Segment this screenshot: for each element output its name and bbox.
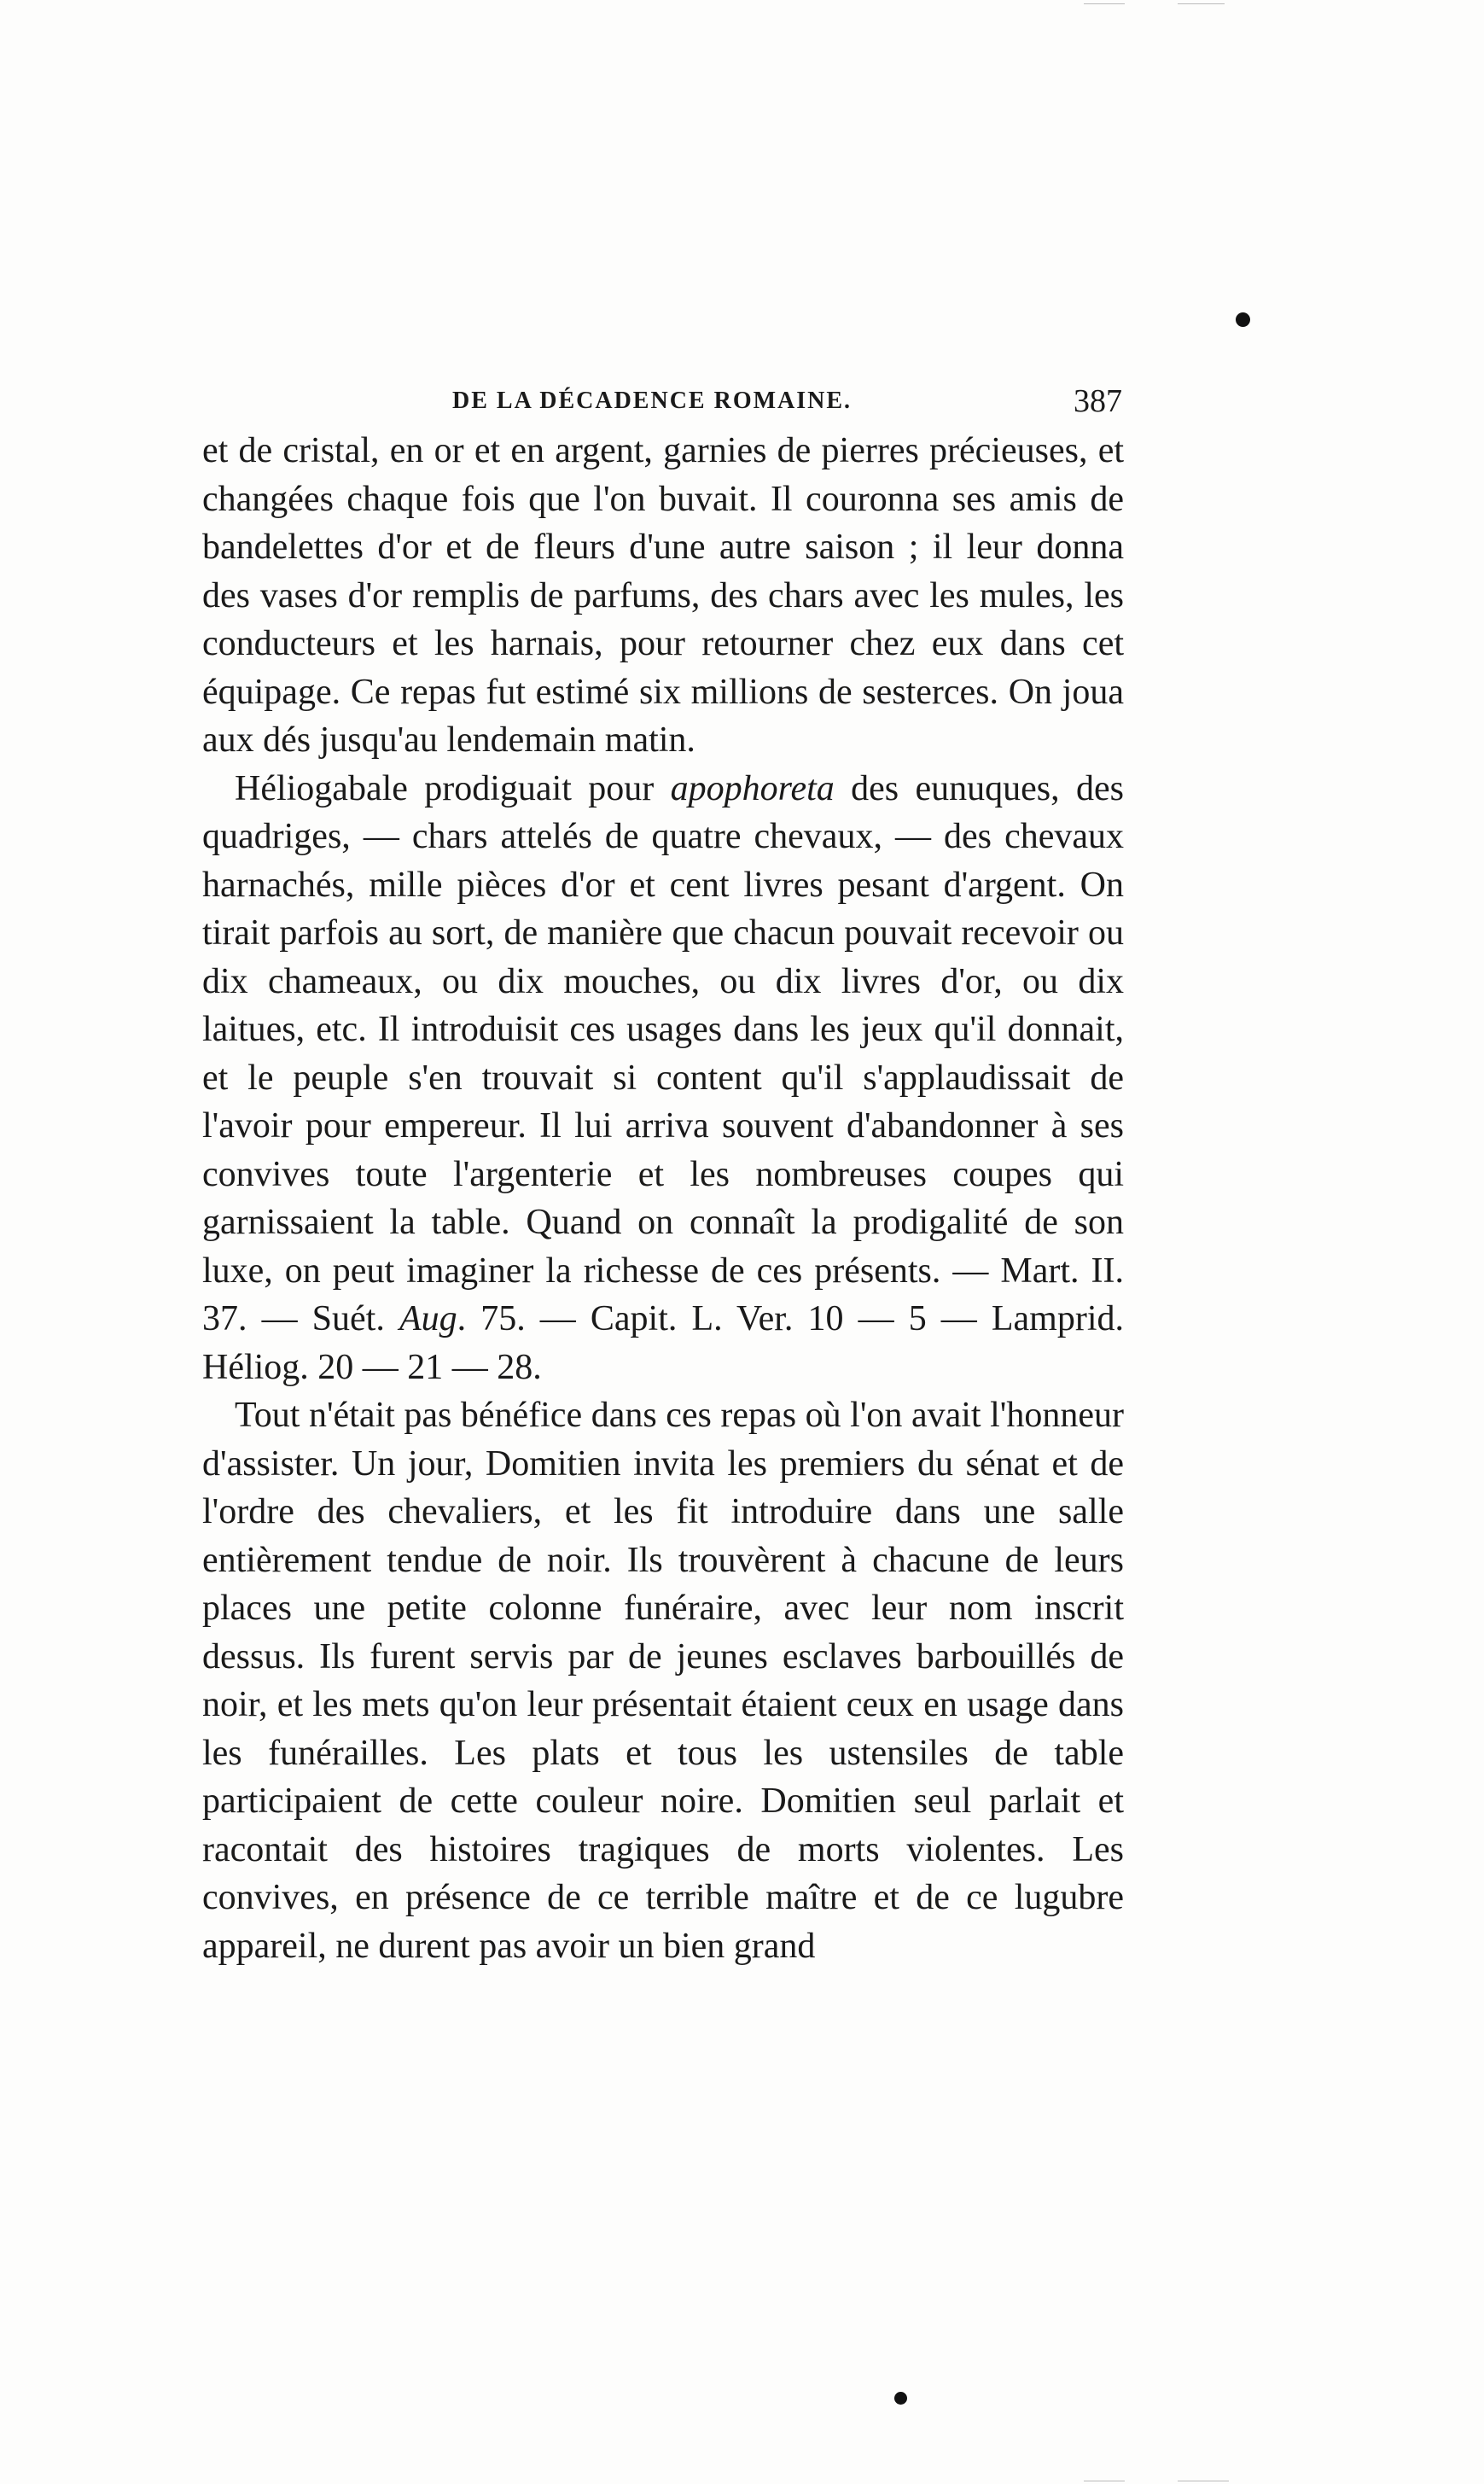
- italic-text: Aug: [399, 1299, 457, 1338]
- italic-text: apophoreta: [670, 768, 835, 808]
- running-title: DE LA DÉCADENCE ROMAINE.: [452, 388, 853, 414]
- body-text: [202, 427, 1124, 1970]
- scan-edge-mark: [1178, 3, 1225, 4]
- ink-spot: [894, 2392, 907, 2405]
- text-run: des eunuques, des quadriges, — chars attelés de quatre chevaux, — des chevaux harnachés, mille pièces d'or et cent livres pesant d'argent. On tirait parfois au sort, de manière que chacun pouvait recevoir ou dix chameaux, ou dix mouches, ou dix livres d'or, ou dix laitues, etc. Il introduisit ces usages dans les jeux qu'il donnait, et le peuple s'en trouvait si content qu'il s'applaudissait de l'avoir pour empereur. Il lui arriva souvent d'abandonner à ses convives toute l'argenterie et les nombreuses coupes qui garnissaient la table. Quand on connaît la prodigalité de son luxe, on peut imaginer la richesse de ces présents. — Mart.: [202, 768, 1124, 1291]
- page-number: 387: [1074, 383, 1122, 419]
- text-run: et de cristal, en or et en argent, garnies de pierres précieuses, et changées chaque fois que l'on buvait. Il couronna ses amis de bandelettes d'or et de fleurs d'une autre saison ; il leur donna des vases d'or remplis de parfums, des chars avec les mules, les conducteurs et les harnais, pour retourner chez eux dans cet équipage. Ce repas fut estimé six millions de sesterces. On joua aux dés jusqu'au lendemain matin.: [202, 431, 1124, 760]
- paragraph: [202, 765, 1124, 1392]
- text-run: . 37. — Suét.: [202, 1251, 1124, 1338]
- text-run: . 75. — Capit. L. Ver. 10 — 5 — Lamprid. Héliog. 20 — 21 — 28.: [202, 1299, 1125, 1387]
- paragraph: [202, 1391, 1124, 1970]
- scan-edge-mark: [1084, 3, 1125, 4]
- ink-spot: [1236, 312, 1250, 327]
- page-header: [205, 376, 1122, 427]
- text-run: II: [1091, 1251, 1115, 1291]
- text-run: Tout n'était pas bénéfice dans ces repas où l'on avait l'honneur d'assister. Un jour, Domitien invita les premiers du sénat et de l'ordre des chevaliers, et les fit introduire dans une salle entièrement tendue de noir. Ils trouvèrent à chacune de leurs places une petite colonne funéraire, avec leur nom inscrit dessus. Ils furent servis par de jeunes esclaves barbouillés de noir, et les mets qu'on leur présentait étaient ceux en usage dans les funérailles. Les plats et tous les ustensiles de table participaient de cette couleur noire. Domitien seul parlait et racontait des histoires tragiques de morts violentes. Les convives, en présence de ce terrible maître et de ce lugubre appareil, ne durent pas avoir un bien grand: [202, 1396, 1124, 1966]
- text-run: Héliogabale prodiguait pour: [235, 768, 671, 808]
- paragraph: [202, 427, 1124, 765]
